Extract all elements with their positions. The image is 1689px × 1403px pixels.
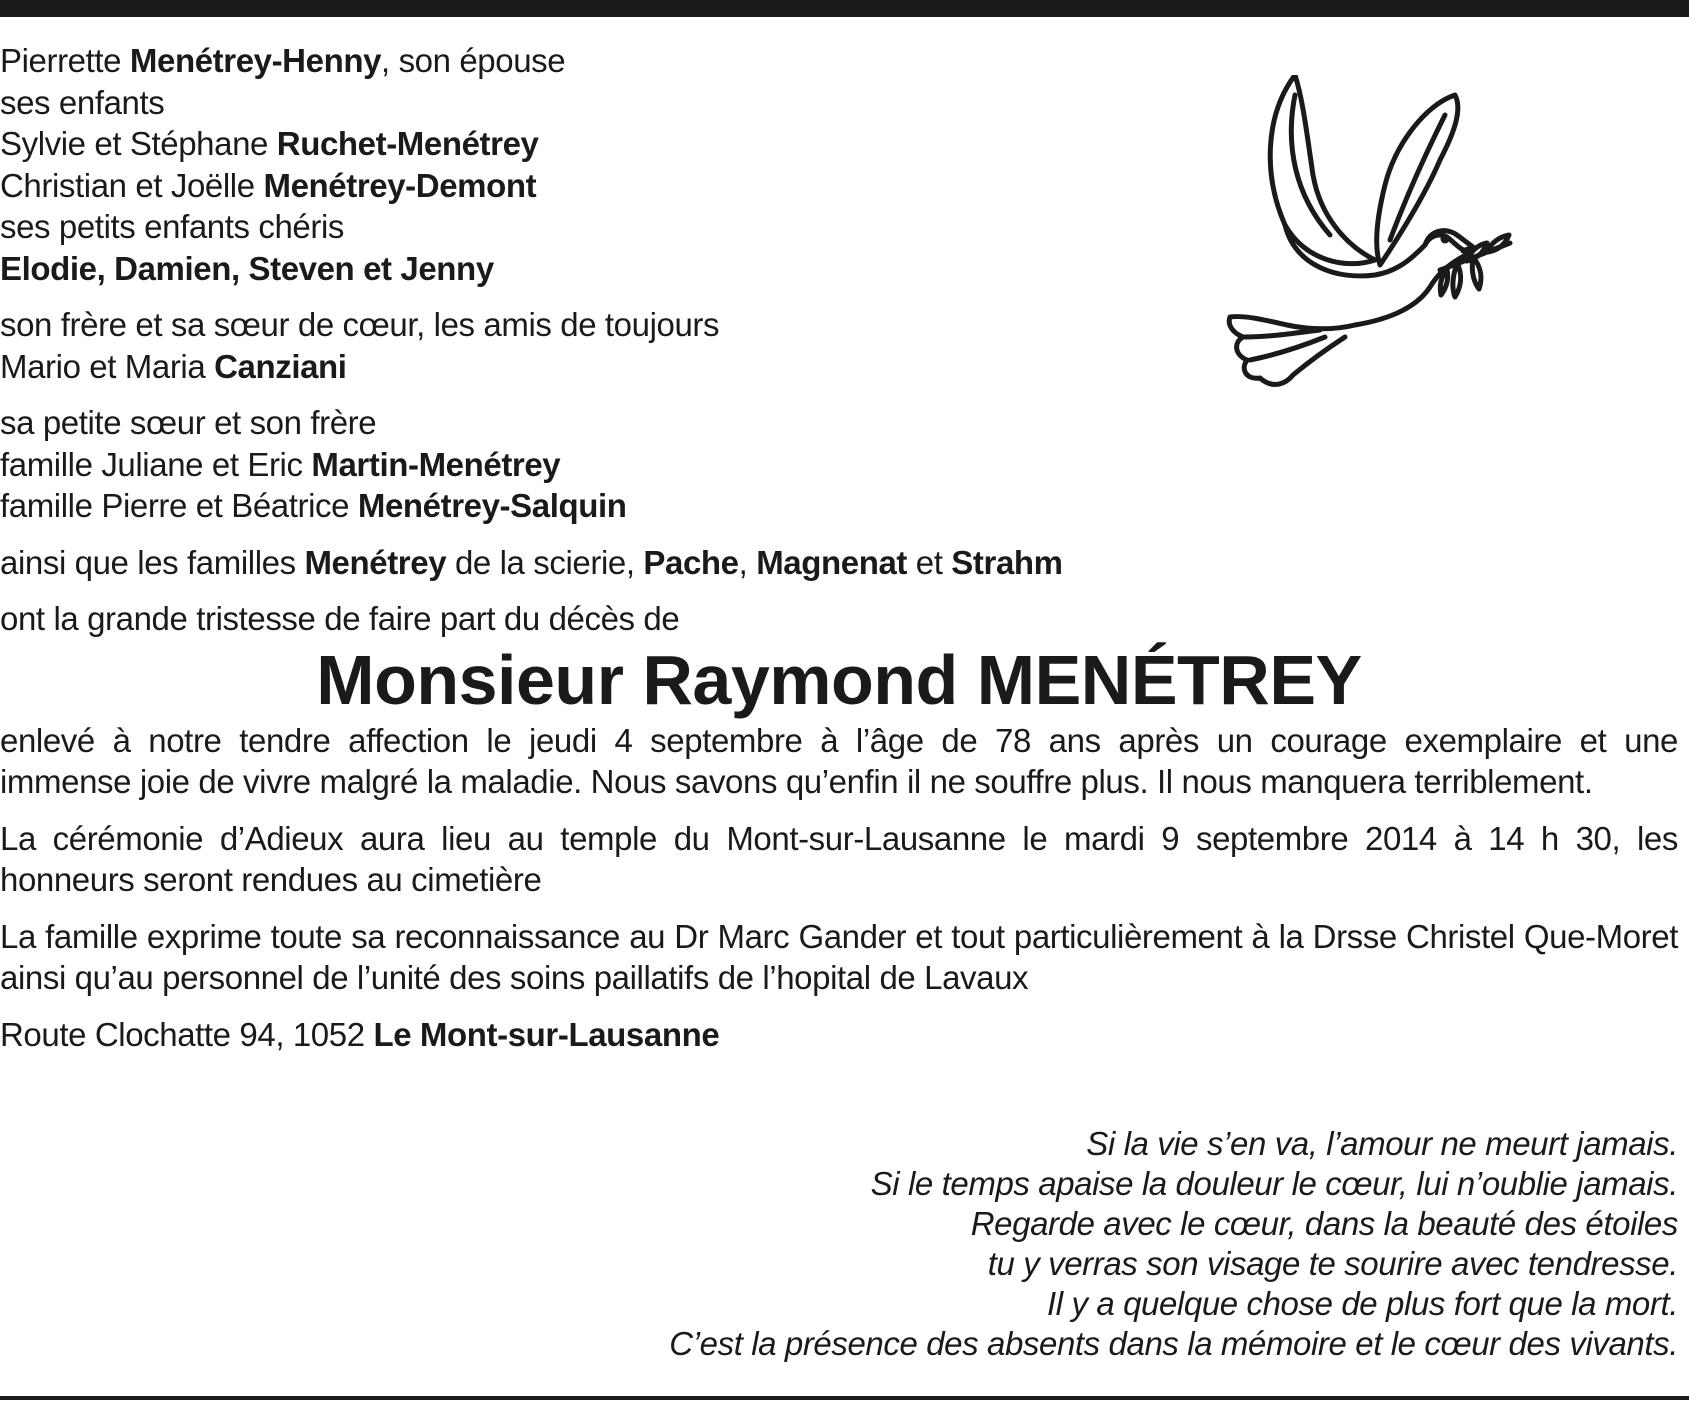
thanks-paragraph-line: La famille exprime toute sa reconnaissance au Dr Marc Gander et tout particulièrement à la Drsse Christel Que-Moret bbox=[0, 917, 1678, 955]
poem-line: C’est la présence des absents dans la mémoire et le cœur des vivants. bbox=[669, 1325, 1678, 1362]
family-group-spouse-children bbox=[0, 40, 1678, 289]
other-families-line: ainsi que les familles Menétrey de la scierie, Pache, Magnenat et Strahm bbox=[0, 543, 1063, 581]
siblings-intro: sa petite sœur et son frère bbox=[0, 404, 377, 441]
death-notice bbox=[0, 40, 1678, 1055]
announcement-line: ont la grande tristesse de faire part du décès de bbox=[0, 600, 680, 637]
family-group-friends bbox=[0, 304, 1678, 387]
family-group-others bbox=[0, 542, 1678, 584]
spouse-line: Pierrette Menétrey-Henny, son épouse bbox=[0, 42, 566, 79]
thanks-paragraph-line: ainsi qu’au personnel de l’unité des soins paillatifs de l’hopital de Lavaux bbox=[0, 959, 1029, 996]
child-line: Christian et Joëlle Menétrey-Demont bbox=[0, 166, 537, 204]
sibling-line: famille Pierre et Béatrice Menétrey-Salquin bbox=[0, 487, 627, 524]
death-paragraph bbox=[0, 720, 1678, 803]
friends-line: Mario et Maria Canziani bbox=[0, 347, 347, 385]
poem bbox=[669, 1124, 1678, 1364]
top-border-rule bbox=[0, 0, 1689, 17]
child-line: Sylvie et Stéphane Ruchet-Menétrey bbox=[0, 125, 539, 162]
death-paragraph-line: immense joie de vivre malgré la maladie. Nous savons qu’enfin il ne souffre plus. Il nous manquera terriblement. bbox=[0, 763, 1593, 800]
poem-line: Regarde avec le cœur, dans la beauté des étoiles bbox=[970, 1205, 1678, 1242]
thanks-paragraph bbox=[0, 916, 1678, 999]
address-line: Route Clochatte 94, 1052 Le Mont-sur-Lausanne bbox=[0, 1015, 720, 1053]
friends-intro: son frère et sa sœur de cœur, les amis de toujours bbox=[0, 306, 720, 343]
death-paragraph-line: enlevé à notre tendre affection le jeudi 4 septembre à l’âge de 78 ans après un courage exemplaire et une bbox=[0, 721, 1678, 759]
family-group-siblings bbox=[0, 402, 1678, 527]
poem-line: tu y verras son visage te sourire avec tendresse. bbox=[987, 1245, 1678, 1282]
ceremony-paragraph bbox=[0, 818, 1678, 901]
children-intro: ses enfants bbox=[0, 83, 165, 121]
ceremony-paragraph-line: La cérémonie d’Adieux aura lieu au temple du Mont-sur-Lausanne le mardi 9 septembre 2014 à 14 h 30, les bbox=[0, 819, 1678, 857]
poem-line: Il y a quelque chose de plus fort que la mort. bbox=[1047, 1285, 1678, 1322]
ceremony-paragraph-line: honneurs seront rendues au cimetière bbox=[0, 861, 542, 898]
bottom-border-rule bbox=[0, 1396, 1689, 1400]
poem-line: Si le temps apaise la douleur le cœur, lui n’oublie jamais. bbox=[870, 1165, 1678, 1202]
sibling-line: famille Juliane et Eric Martin-Menétrey bbox=[0, 445, 561, 483]
grandchildren-names: Elodie, Damien, Steven et Jenny bbox=[0, 249, 494, 287]
poem-line: Si la vie s’en va, l’amour ne meurt jamais. bbox=[1086, 1125, 1678, 1162]
deceased-name-heading: Monsieur Raymond MENÉTREY bbox=[316, 640, 1362, 719]
grandchildren-intro: ses petits enfants chéris bbox=[0, 208, 345, 245]
